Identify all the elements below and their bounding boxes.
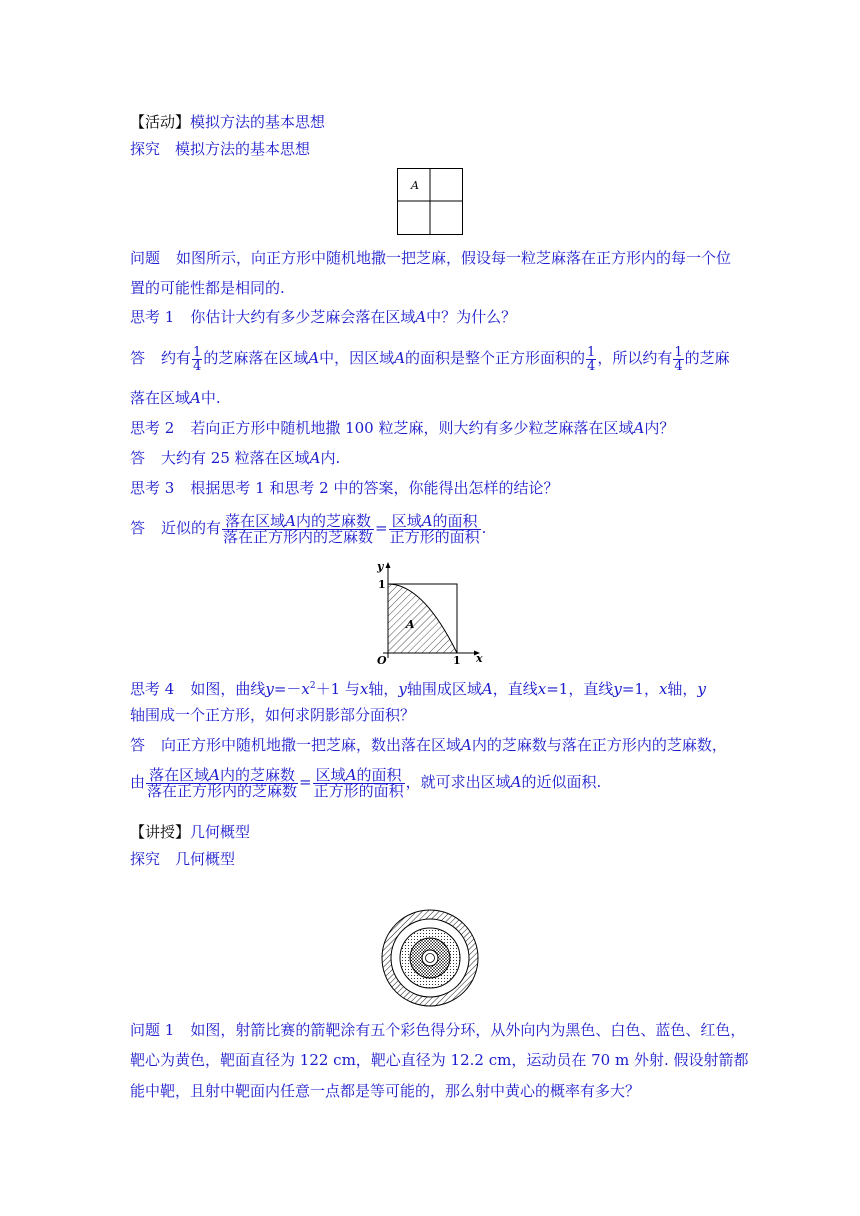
think4-text-d: 轴，	[368, 680, 399, 698]
numerator-pre: 区域	[391, 511, 422, 530]
answer4-line1	[130, 735, 727, 755]
frac-denominator: 4	[193, 358, 202, 374]
think2-post: 内？	[644, 419, 675, 437]
heading-bracket-open: 【	[130, 823, 146, 841]
think4-text-c: ＋1 与	[315, 680, 360, 698]
explore-label: 探究	[130, 850, 161, 868]
think4-var-A: A	[481, 680, 493, 698]
problem1-text1: 如图，射箭比赛的箭靶涂有五个彩色得分环，从外向内为黑色、白色、蓝色、红色，	[190, 1021, 746, 1039]
answer4-var: A	[461, 736, 472, 754]
fraction-count-ratio-2	[146, 765, 298, 800]
fraction-area-ratio-2	[313, 765, 405, 800]
answer4-label: 答	[130, 736, 146, 754]
region-label: A	[406, 618, 415, 631]
think1-post: 中？为什么？	[426, 308, 517, 326]
fraction-quarter-2	[586, 346, 596, 373]
y-tick-one: 1	[378, 578, 386, 591]
answer4-l2-post: ，就可求出区域	[405, 773, 511, 791]
answer1-line2	[130, 388, 221, 408]
think4-var-x: x	[301, 680, 310, 698]
fraction-quarter-1	[192, 346, 202, 373]
answer3-line	[130, 508, 486, 548]
archery-target	[380, 908, 480, 1008]
think4-line1	[130, 676, 706, 699]
heading-title: 模拟方法的基本思想	[190, 113, 326, 131]
numerator-post: 的面积	[356, 765, 402, 784]
heading-bracket-close: 】	[175, 113, 191, 131]
numerator-pre: 落在区域	[149, 765, 210, 784]
answer1-t1: 约有	[161, 349, 192, 367]
think3-line	[130, 478, 558, 498]
answer3-pre: 近似的有	[161, 519, 222, 537]
numerator-var: A	[209, 765, 220, 784]
think4-line2: 轴围成一个正方形，如何求阴影部分面积？	[130, 706, 416, 724]
answer1-line2-pre: 落在区域	[130, 389, 191, 407]
heading-bracket-close: 】	[175, 823, 191, 841]
numerator-var: A	[421, 511, 433, 530]
origin-label: O	[377, 654, 387, 667]
think4-var-x3: x	[537, 680, 547, 698]
answer2-var: A	[309, 449, 321, 467]
frac-denominator: 正方形的面积	[313, 781, 404, 800]
answer1-t5: ，所以约有	[597, 349, 673, 367]
answer1-line2-post: 中.	[200, 389, 221, 407]
answer1-var3: A	[190, 389, 201, 407]
problem-line2: 置的可能性都是相同的.	[130, 279, 285, 297]
explore1-heading	[130, 139, 310, 159]
answer1-t4: 的面积是整个正方形面积的	[405, 349, 586, 367]
shaded-region	[388, 584, 457, 653]
think4-exponent: 2	[309, 681, 316, 691]
heading-tag: 讲授	[145, 823, 176, 841]
heading-tag: 活动	[145, 113, 176, 131]
answer4-l2-end: 的近似面积.	[521, 773, 602, 791]
frac-denominator: 4	[674, 358, 683, 374]
problem1-line2: 靶心为黄色，靶面直径为 122 cm，靶心直径为 12.2 cm，运动员在 70 m 外射. 假设射箭都	[130, 1051, 749, 1069]
equals-sign: =	[375, 519, 388, 537]
answer1-var2: A	[394, 349, 406, 367]
answer2-label: 答	[130, 449, 146, 467]
frac-denominator: 正方形的面积	[389, 527, 480, 546]
answer1-var1: A	[308, 349, 320, 367]
answer1-t6: 的芝麻	[684, 349, 730, 367]
explore-title: 模拟方法的基本思想	[175, 140, 311, 158]
frac-denominator: 落在正方形内的芝麻数	[223, 527, 374, 546]
think1-pre: 你估计大约有多少芝麻会落在区域	[190, 308, 416, 326]
heading-bracket-open: 【	[130, 113, 146, 131]
answer3-label: 答	[130, 519, 146, 537]
y-axis-label: y	[377, 560, 384, 573]
think4-var-x4: x	[658, 680, 668, 698]
think4-var-y: y	[265, 680, 274, 698]
think4-text-f: ，直线	[492, 680, 538, 698]
grid-figure	[397, 168, 463, 235]
frac-denominator: 4	[587, 358, 596, 374]
think4-text-e: 轴围成区域	[406, 680, 482, 698]
think2-var: A	[633, 419, 645, 437]
think1-label: 思考 1	[130, 308, 175, 326]
numerator-pre: 区域	[315, 765, 346, 784]
problem-line1	[130, 248, 731, 268]
parabola-graph	[368, 558, 488, 668]
think1-line	[130, 307, 516, 327]
numerator-var: A	[345, 765, 357, 784]
answer4-line2	[130, 762, 601, 802]
think4-var-y3: y	[613, 680, 622, 698]
think4-text-b: =－	[273, 680, 302, 698]
problem-text1: 如图所示，向正方形中随机地撒一把芝麻，假设每一粒芝麻落在正方形内的每一个位	[176, 249, 732, 267]
think4-var-x2: x	[359, 680, 369, 698]
x-axis-label: x	[476, 652, 483, 665]
activity-heading	[130, 112, 325, 132]
answer1-t2: 的芝麻落在区域	[203, 349, 309, 367]
think4-var-y4: y	[697, 680, 706, 698]
think2-pre: 若向正方形中随机地撒 100 粒芝麻，则大约有多少粒芝麻落在区域	[190, 419, 634, 437]
think4-text-i: 轴，	[667, 680, 698, 698]
explore-title: 几何概型	[175, 850, 236, 868]
fraction-count-ratio	[222, 511, 374, 546]
answer4-l2-pre: 由	[130, 773, 146, 791]
answer2-line	[130, 448, 340, 468]
think4-text-g: =1，直线	[546, 680, 614, 698]
bullseye-yellow	[422, 950, 438, 966]
think2-label: 思考 2	[130, 419, 175, 437]
problem1-label: 问题 1	[130, 1021, 175, 1039]
problem1-line3: 能中靶，且射中靶面内任意一点都是等可能的，那么射中黄心的概率有多大？	[130, 1082, 641, 1100]
answer1-t3: 中，因区域	[319, 349, 395, 367]
fraction-area-ratio	[389, 511, 481, 546]
grid-region-label: A	[411, 179, 419, 192]
y-axis-arrow-icon	[386, 562, 391, 568]
x-tick-one: 1	[453, 654, 461, 667]
explore2-heading	[130, 849, 235, 869]
numerator-post: 的面积	[432, 511, 478, 530]
answer1-label: 答	[130, 349, 146, 367]
numerator-pre: 落在区域	[225, 511, 286, 530]
think3-text: 根据思考 1 和思考 2 中的答案，你能得出怎样的结论？	[190, 479, 559, 497]
think4-text-h: =1，	[621, 680, 659, 698]
fraction-quarter-3	[673, 346, 683, 373]
think4-label: 思考 4	[130, 680, 175, 698]
numerator-var: A	[285, 511, 296, 530]
answer4-var2: A	[510, 773, 522, 791]
problem1-line1	[130, 1020, 745, 1040]
frac-numerator: 1	[587, 344, 596, 360]
think3-label: 思考 3	[130, 479, 175, 497]
numerator-post: 内的芝麻数	[219, 765, 295, 784]
answer2-pre: 大约有 25 粒落在区域	[161, 449, 310, 467]
think4-var-y2: y	[398, 680, 407, 698]
think1-var: A	[415, 308, 427, 326]
answer1-line1	[130, 341, 730, 375]
lecture-heading	[130, 822, 250, 842]
answer4-l1-mid: 内的芝麻数与落在正方形内的芝麻数，	[471, 736, 727, 754]
explore-label: 探究	[130, 140, 161, 158]
think4-text-a: 如图，曲线	[190, 680, 266, 698]
answer3-end: .	[481, 519, 487, 537]
frac-numerator: 1	[674, 344, 683, 360]
answer4-l1-pre: 向正方形中随机地撒一把芝麻，数出落在区域	[161, 736, 462, 754]
think2-line	[130, 418, 674, 438]
frac-numerator: 1	[193, 344, 202, 360]
frac-denominator: 落在正方形内的芝麻数	[147, 781, 298, 800]
equals-sign: =	[299, 773, 312, 791]
numerator-post: 内的芝麻数	[295, 511, 371, 530]
heading-title: 几何概型	[190, 823, 251, 841]
answer2-post: 内.	[320, 449, 341, 467]
problem-label: 问题	[130, 249, 161, 267]
